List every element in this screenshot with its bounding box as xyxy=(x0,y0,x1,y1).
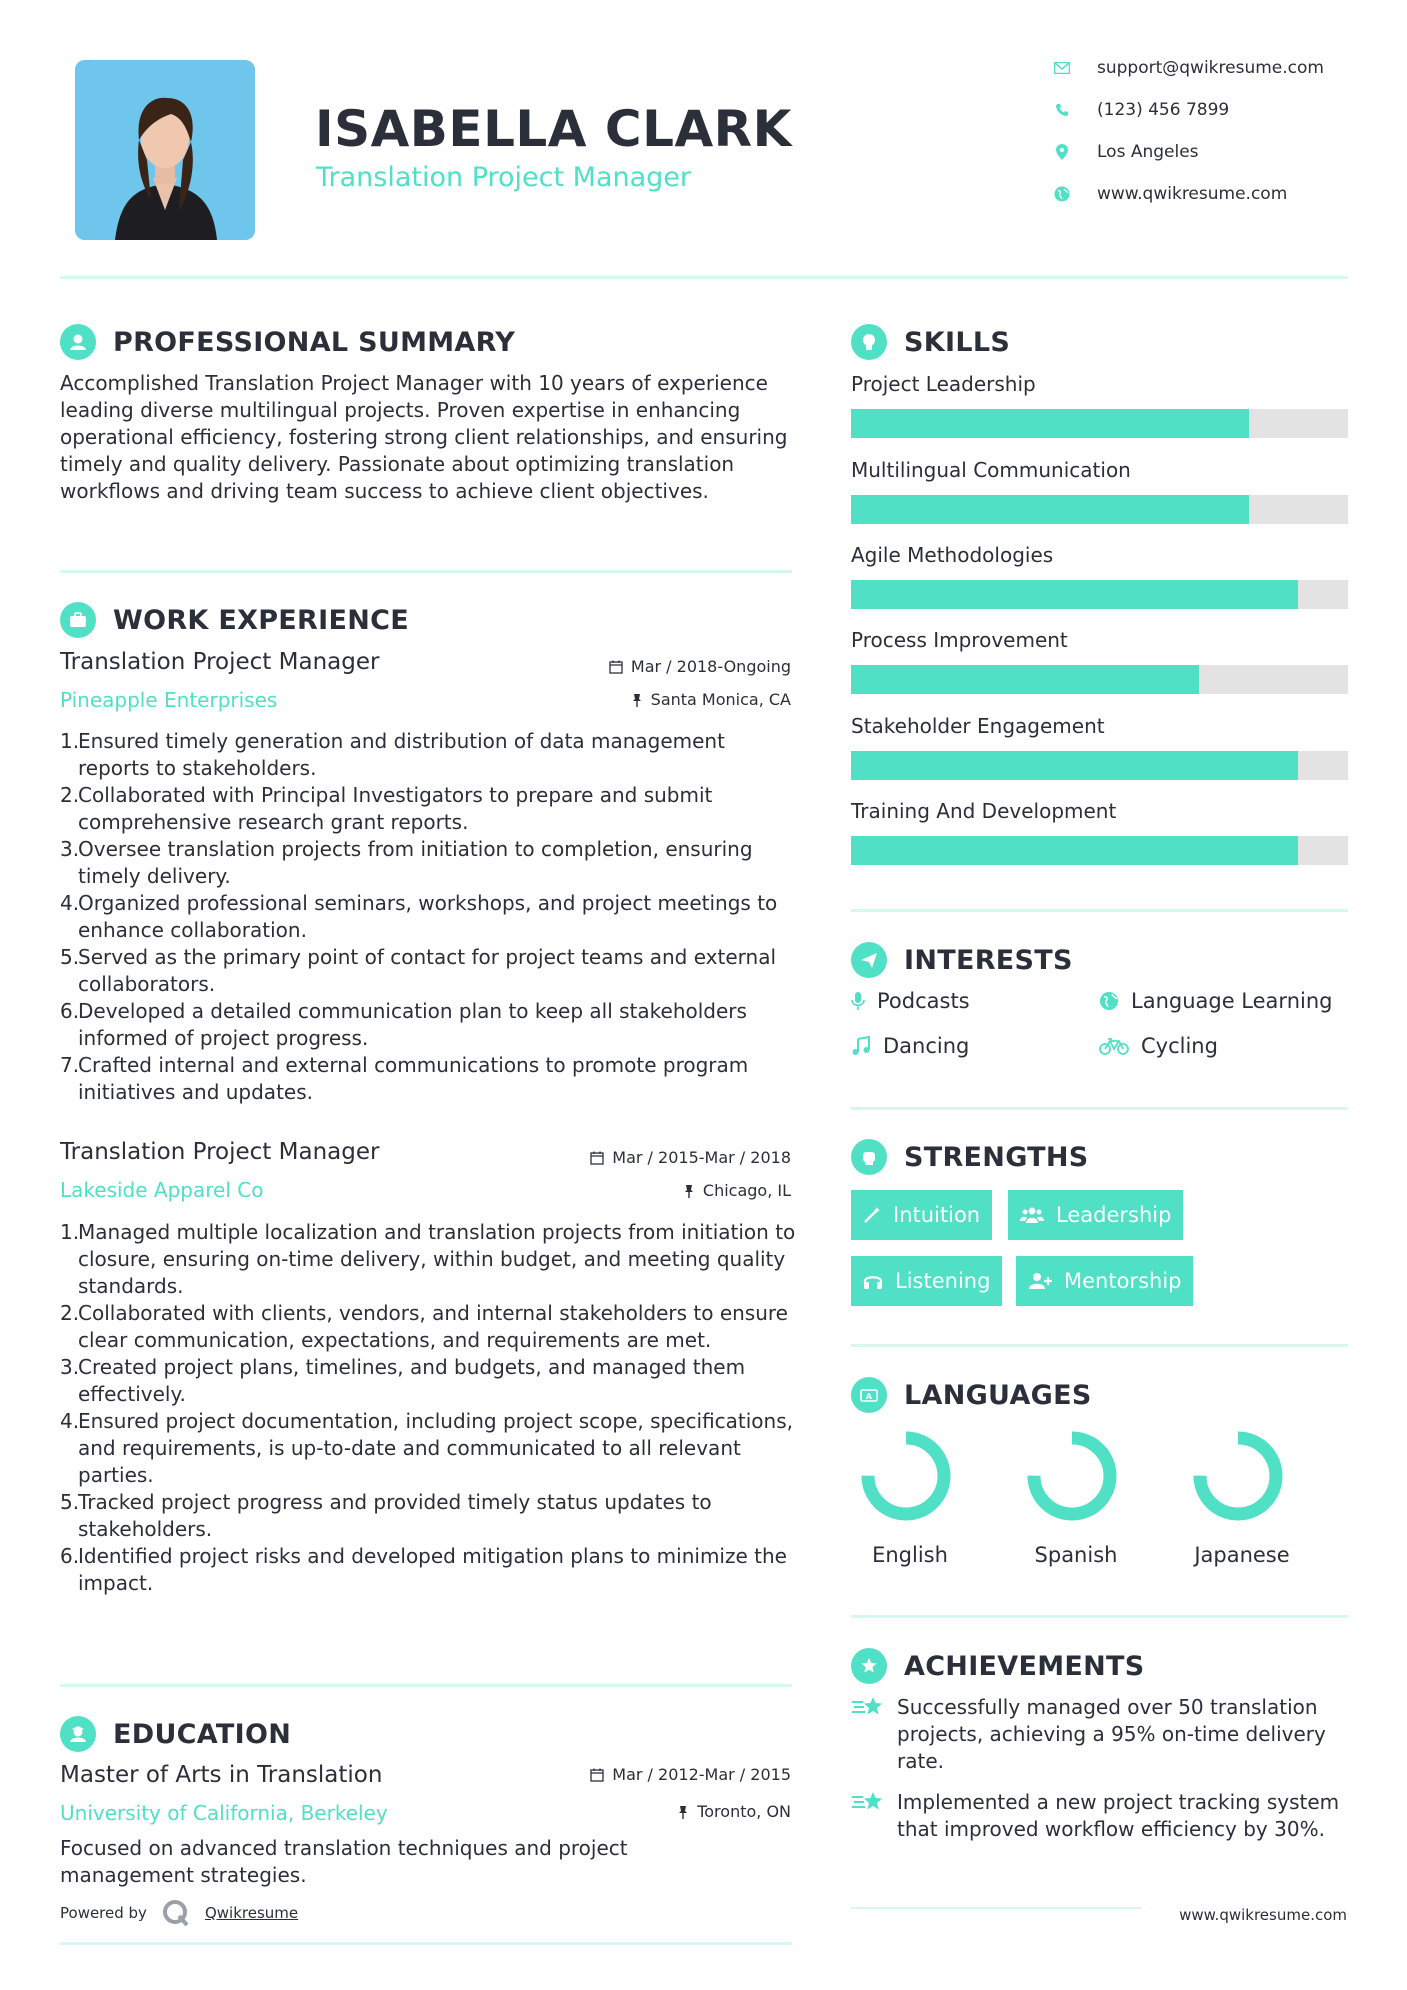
list-item: 7. Crafted internal and external communications to promote program initiatives and updates. xyxy=(60,1053,749,1104)
pin-icon xyxy=(631,693,643,707)
skill-bar-fill xyxy=(851,665,1199,694)
svg-text:A: A xyxy=(865,1392,873,1401)
experience-heading xyxy=(60,602,409,638)
education-description: Focused on advanced translation techniques and project management strategies. xyxy=(60,1836,628,1887)
footer-divider xyxy=(60,1942,792,1945)
language-ring-spanish xyxy=(1024,1428,1120,1524)
job-2-dates-text: Mar / 2015-Mar / 2018 xyxy=(612,1148,791,1167)
interest-label: Language Learning xyxy=(1131,989,1333,1013)
job-1-location xyxy=(631,690,791,709)
interests-divider xyxy=(851,1107,1348,1110)
users-icon xyxy=(1020,1206,1044,1224)
job-1-company: Pineapple Enterprises xyxy=(60,688,278,712)
shooting-star-icon xyxy=(851,1694,887,1775)
job-1-dates xyxy=(609,657,791,676)
interests-heading xyxy=(851,942,1073,978)
school-name: University of California, Berkeley xyxy=(60,1801,388,1825)
summary-text: Accomplished Translation Project Manager with 10 years of experience leading diverse multilingual projects. Proven expertise in enhancing operational efficiency, fostering strong client relationships, and ensuring timely and quality delivery. Passionate about optimizing translation workflows and driving team success to achieve client objectives. xyxy=(60,371,788,503)
footer-right-divider xyxy=(851,1907,1141,1909)
music-note-icon xyxy=(851,1036,871,1056)
degree-title: Master of Arts in Translation xyxy=(60,1762,383,1788)
list-item: 3. Oversee translation projects from initiation to completion, ensuring timely delivery. xyxy=(60,837,753,888)
header-divider xyxy=(60,276,1348,279)
contact-website-text: www.qwikresume.com xyxy=(1097,184,1288,204)
experience-heading-text: WORK EXPERIENCE xyxy=(113,604,409,636)
location-icon xyxy=(1053,143,1071,161)
user-plus-icon xyxy=(1028,1272,1052,1290)
footer-url[interactable]: www.qwikresume.com xyxy=(1179,1906,1347,1924)
skill-bar xyxy=(851,580,1348,609)
list-item: 4. Organized professional seminars, workshops, and project meetings to enhance collaboration. xyxy=(60,891,778,942)
candidate-name: ISABELLA CLARK xyxy=(315,100,792,158)
job-2-bullets xyxy=(60,1219,800,1597)
skill-bar xyxy=(851,665,1348,694)
job-2-company: Lakeside Apparel Co xyxy=(60,1178,264,1202)
skill-label: Process Improvement xyxy=(851,628,1068,652)
skill-bar-fill xyxy=(851,409,1249,438)
fist-icon xyxy=(851,1139,887,1175)
job-1-location-text: Santa Monica, CA xyxy=(650,690,791,709)
language-icon xyxy=(851,1377,887,1413)
job-2-location-text: Chicago, IL xyxy=(702,1181,791,1200)
interest-podcasts xyxy=(851,989,970,1013)
strength-label: Intuition xyxy=(893,1203,981,1227)
education-dates xyxy=(590,1765,791,1784)
interest-language-learning xyxy=(1099,989,1332,1013)
strength-label: Leadership xyxy=(1056,1203,1172,1227)
paper-plane-icon xyxy=(851,942,887,978)
powered-by xyxy=(60,1898,298,1928)
strength-label: Listening xyxy=(895,1269,991,1293)
calendar-icon xyxy=(590,1768,604,1782)
candidate-title: Translation Project Manager xyxy=(316,162,692,193)
achievement-text: Implemented a new project tracking system that improved workflow efficiency by 30%. xyxy=(897,1790,1340,1841)
skills-divider xyxy=(851,909,1348,912)
profile-photo xyxy=(75,60,255,240)
skill-bar xyxy=(851,751,1348,780)
list-item: 2. Collaborated with Principal Investigators to prepare and submit comprehensive research grant reports. xyxy=(60,783,713,834)
headphones-icon xyxy=(863,1272,883,1290)
graduate-icon xyxy=(60,1716,96,1752)
strengths-divider xyxy=(851,1344,1348,1347)
skill-bar xyxy=(851,836,1348,865)
job-1-dates-text: Mar / 2018-Ongoing xyxy=(630,657,791,676)
achievements-heading xyxy=(851,1648,1145,1684)
strength-label: Mentorship xyxy=(1064,1269,1182,1293)
bicycle-icon xyxy=(1099,1036,1129,1056)
skill-label: Project Leadership xyxy=(851,372,1036,396)
job-2-location xyxy=(683,1181,791,1200)
list-item: 3. Created project plans, timelines, and budgets, and managed them effectively. xyxy=(60,1355,746,1406)
language-ring-english xyxy=(858,1428,954,1524)
language-ring-japanese xyxy=(1190,1428,1286,1524)
skills-heading xyxy=(851,324,1010,360)
strengths-heading-text: STRENGTHS xyxy=(904,1141,1089,1173)
lightbulb-icon xyxy=(851,324,887,360)
interest-cycling xyxy=(1099,1034,1218,1058)
skill-label: Stakeholder Engagement xyxy=(851,714,1105,738)
skill-label: Training And Development xyxy=(851,799,1117,823)
list-item: 6. Developed a detailed communication plan to keep all stakeholders informed of project progress. xyxy=(60,999,747,1050)
calendar-icon xyxy=(590,1151,604,1165)
contact-email-text: support@qwikresume.com xyxy=(1097,58,1324,78)
interest-label: Podcasts xyxy=(877,989,970,1013)
list-item: 1. Ensured timely generation and distribution of data management reports to stakeholders. xyxy=(60,729,725,780)
qwikresume-logo-icon xyxy=(161,1898,191,1928)
education-heading-text: EDUCATION xyxy=(113,1718,292,1750)
education-heading xyxy=(60,1716,291,1752)
languages-divider xyxy=(851,1615,1348,1618)
contact-phone-text: (123) 456 7899 xyxy=(1097,100,1230,120)
contact-location-text: Los Angeles xyxy=(1097,142,1199,162)
strength-tag-intuition xyxy=(851,1190,992,1240)
education-location xyxy=(677,1802,791,1821)
phone-icon xyxy=(1053,101,1071,119)
calendar-icon xyxy=(609,660,623,674)
achievement-text: Successfully managed over 50 translation projects, achieving a 95% on-time delivery rate. xyxy=(897,1695,1326,1773)
pin-icon xyxy=(677,1805,689,1819)
magic-wand-icon xyxy=(863,1206,881,1224)
interest-dancing xyxy=(851,1034,969,1058)
email-icon xyxy=(1053,59,1071,77)
microphone-icon xyxy=(851,991,865,1011)
strength-tag-listening xyxy=(851,1256,1002,1306)
skills-heading-text: SKILLS xyxy=(904,326,1011,358)
skill-bar xyxy=(851,495,1348,524)
skill-label: Agile Methodologies xyxy=(851,543,1054,567)
pin-icon xyxy=(683,1184,695,1198)
list-item: 6. Identified project risks and developed mitigation plans to minimize the impact. xyxy=(60,1544,787,1595)
language-label: English xyxy=(872,1543,948,1567)
job-1-bullets xyxy=(60,728,800,1106)
list-item: 5. Served as the primary point of contact for project teams and external collaborators. xyxy=(60,945,777,996)
star-badge-icon xyxy=(851,1648,887,1684)
strength-tag-mentorship xyxy=(1016,1256,1193,1306)
list-item: 1. Managed multiple localization and translation projects from initiation to closure, ensuring on-time delivery, within budget, and meeting quality standards. xyxy=(60,1220,796,1298)
summary-heading xyxy=(60,324,515,360)
qwikresume-link[interactable]: Qwikresume xyxy=(204,1904,299,1922)
language-ring-arc xyxy=(1200,1438,1276,1514)
achievement-item xyxy=(851,1694,1351,1775)
language-label: Spanish xyxy=(1034,1543,1118,1567)
skill-bar-fill xyxy=(851,495,1249,524)
experience-divider xyxy=(60,1684,792,1687)
globe-icon xyxy=(1099,991,1119,1011)
languages-heading-text: LANGUAGES xyxy=(904,1379,1092,1411)
job-2-title: Translation Project Manager xyxy=(60,1139,380,1165)
list-item: 2. Collaborated with clients, vendors, and internal stakeholders to ensure clear communication, expectations, and requirements are met. xyxy=(60,1301,788,1352)
strength-tag-leadership xyxy=(1008,1190,1183,1240)
education-dates-text: Mar / 2012-Mar / 2015 xyxy=(612,1765,791,1784)
summary-heading-text: PROFESSIONAL SUMMARY xyxy=(113,326,516,358)
achievement-item xyxy=(851,1789,1351,1843)
interest-label: Cycling xyxy=(1141,1034,1218,1058)
list-item: 5. Tracked project progress and provided timely status updates to stakeholders. xyxy=(60,1490,712,1541)
achievements-heading-text: ACHIEVEMENTS xyxy=(904,1650,1145,1682)
contact-email[interactable] xyxy=(1053,58,1324,78)
job-2-dates xyxy=(590,1148,791,1167)
contact-website[interactable] xyxy=(1053,184,1287,204)
contact-location xyxy=(1053,142,1199,162)
list-item: 4. Ensured project documentation, including project scope, specifications, and requirements, is up-to-date and communicated to all relevant parties. xyxy=(60,1409,793,1487)
skill-label: Multilingual Communication xyxy=(851,458,1131,482)
interests-heading-text: INTERESTS xyxy=(904,944,1073,976)
skill-bar-fill xyxy=(851,751,1298,780)
language-ring-arc xyxy=(1034,1438,1110,1514)
powered-by-text: Powered by xyxy=(60,1904,147,1922)
language-ring-arc xyxy=(868,1438,944,1514)
skill-bar-fill xyxy=(851,836,1298,865)
summary-divider xyxy=(60,570,792,573)
skill-bar-fill xyxy=(851,580,1298,609)
education-location-text: Toronto, ON xyxy=(697,1802,791,1821)
shooting-star-icon xyxy=(851,1789,887,1843)
briefcase-icon xyxy=(60,602,96,638)
skill-bar xyxy=(851,409,1348,438)
globe-icon xyxy=(1053,185,1071,203)
user-icon xyxy=(60,324,96,360)
language-label: Japanese xyxy=(1194,1543,1290,1567)
strengths-heading xyxy=(851,1139,1089,1175)
contact-phone[interactable] xyxy=(1053,100,1229,120)
languages-heading xyxy=(851,1377,1092,1413)
job-1-title: Translation Project Manager xyxy=(60,649,380,675)
interest-label: Dancing xyxy=(883,1034,970,1058)
